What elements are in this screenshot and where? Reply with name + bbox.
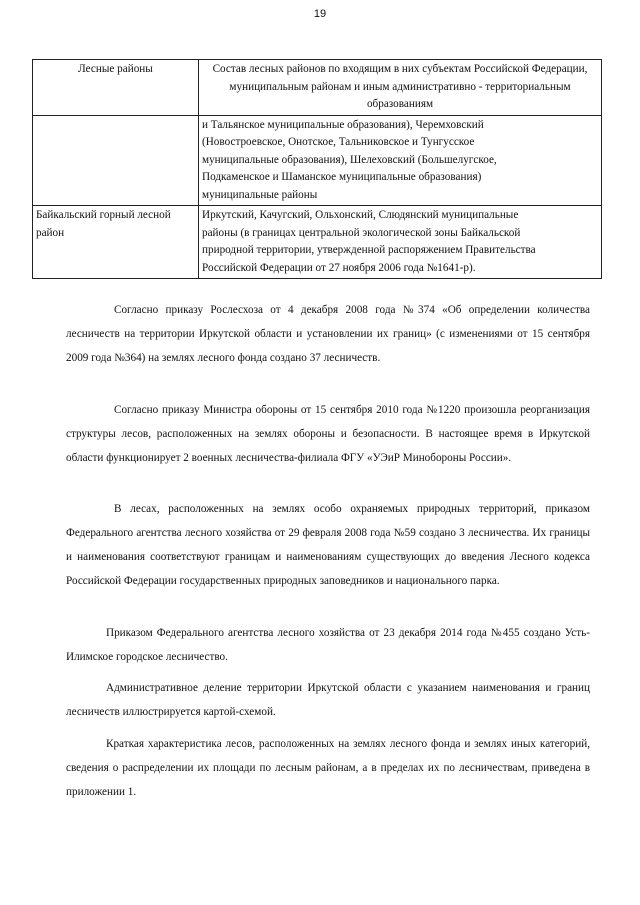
body-paragraph: Краткая характеристика лесов, расположенных на землях лесного фонда и землях иных категорий, сведения о распределении их площади по лесным районам, а в пределах их по лесничествам, приведена в приложении 1. — [66, 738, 590, 798]
table-cell-composition: и Тальянское муниципальные образования), Черемховский (Новостроевское, Онотское, Тальниковское и Тунгусское муниципальные образования), Шелеховский (Большелугское, Подкаменское и Шаманское муниципальные образования) муниципальные районы — [199, 115, 602, 206]
body-paragraph: Приказом Федерального агентства лесного хозяйства от 23 декабря 2014 года №455 создано Усть-Илимское городское лесничество. — [66, 627, 590, 663]
table-cell-composition: Иркутский, Качугский, Ольхонский, Слюдянский муниципальные районы (в границах центральной экологической зоны Байкальской природной территории, утвержденной распоряжением Правительства Российской Федерации от 27 ноября 2006 года №1641-р). — [199, 206, 602, 279]
table-header-cell: Состав лесных районов по входящим в них субъектам Российской Федерации, муниципальным районам и иным административно - территориальным образованиям — [199, 60, 602, 116]
body-paragraph-block — [66, 732, 590, 804]
table-row — [33, 206, 602, 279]
body-paragraph-block — [66, 497, 590, 593]
body-paragraph: Согласно приказу Рослесхоза от 4 декабря 2008 года №374 «Об определении количества лесничеств на территории Иркутской области и установлении их границ» (с изменениями от 15 сентября 2009 года №364) на землях лесного фонда создано 37 лесничеств. — [66, 304, 590, 364]
page-number: 19 — [313, 8, 327, 20]
body-paragraph: В лесах, расположенных на землях особо охраняемых природных территорий, приказом Федерального агентства лесного хозяйства от 29 февраля 2008 года №59 создано 3 лесничества. Их границы и наименования соответствуют границам и наименованиям существующих до введения Лесного кодекса Российской Федерации государственных природных заповедников и национального парка. — [66, 503, 590, 587]
table-cell-region — [33, 115, 199, 206]
forest-regions-table — [32, 59, 602, 279]
body-paragraph-block — [66, 298, 590, 370]
table-header-cell: Лесные районы — [33, 60, 199, 116]
table-cell-region: Байкальский горный лесной район — [33, 206, 199, 279]
body-paragraph-block — [66, 621, 590, 669]
body-paragraph-block — [66, 398, 590, 470]
body-paragraph: Согласно приказу Министра обороны от 15 сентября 2010 года №1220 произошла реорганизация структуры лесов, расположенных на землях обороны и безопасности. В настоящее время в Иркутской области функционирует 2 военных лесничества-филиала ФГУ «УЭиР Минобороны России». — [66, 404, 590, 464]
table-row — [33, 115, 602, 206]
body-paragraph-block — [66, 676, 590, 724]
table-header-row — [33, 60, 602, 116]
body-paragraph: Административное деление территории Иркутской области с указанием наименования и границ лесничеств иллюстрируется картой-схемой. — [66, 682, 590, 718]
